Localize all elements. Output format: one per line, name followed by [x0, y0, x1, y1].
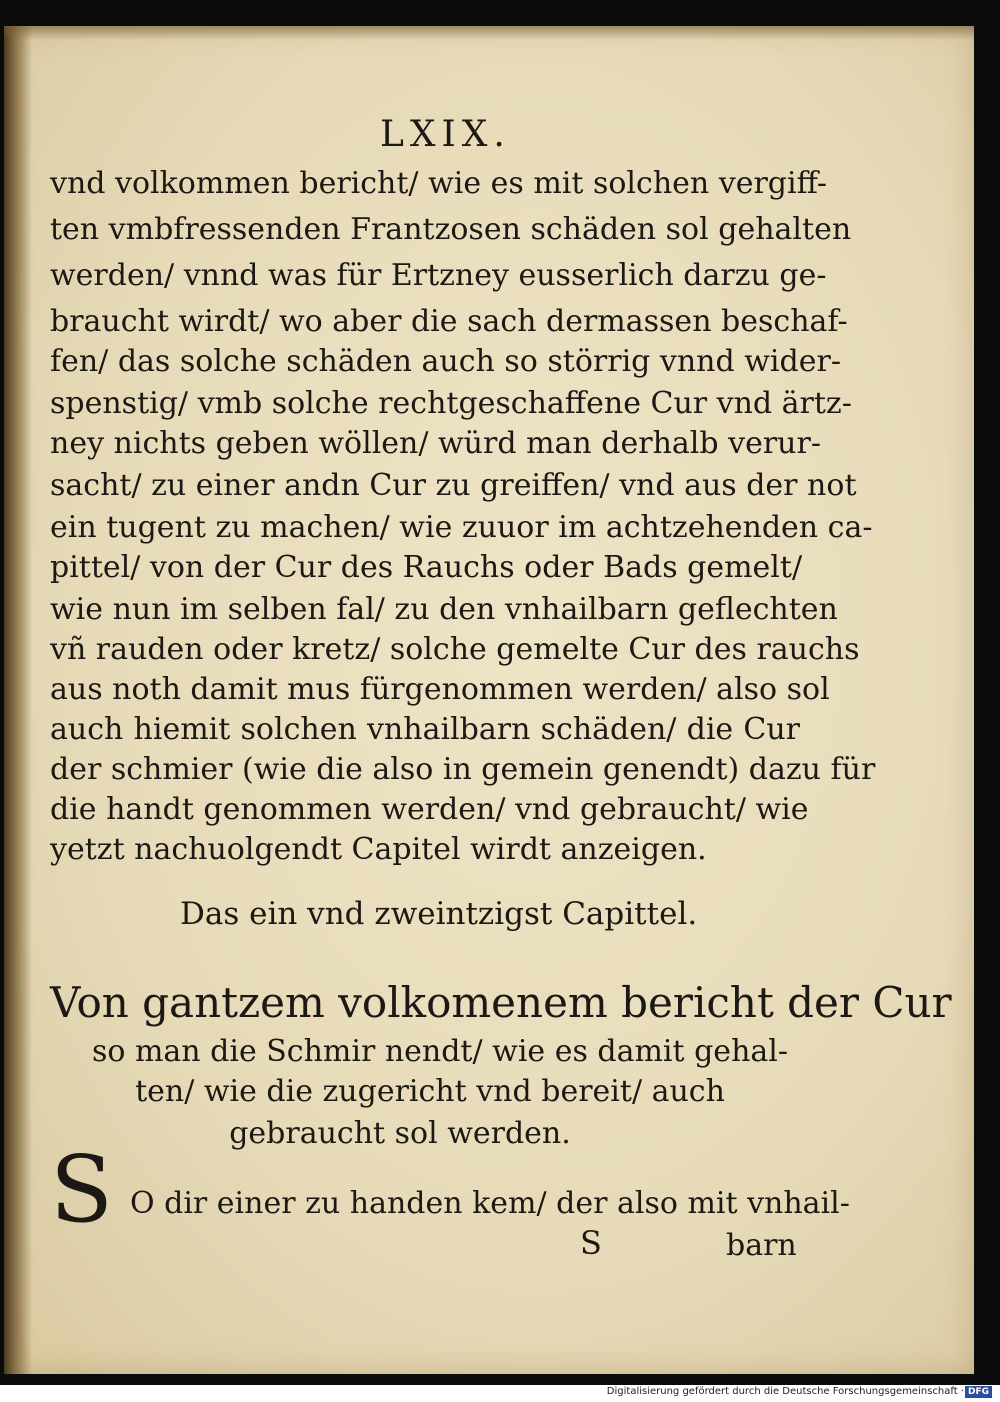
- body-line: auch hiemit solchen vnhailbarn schäden/ die Cur: [50, 712, 800, 747]
- book-page: [4, 26, 974, 1374]
- body-line: vnd volkommen bericht/ wie es mit solchen vergiff-: [50, 166, 827, 201]
- footer-credit: Digitalisierung gefördert durch die Deutsche Forschungsgemeinschaft ·: [606, 1386, 964, 1397]
- body-line: vñ rauden oder kretz/ solche gemelte Cur des rauchs: [50, 632, 860, 667]
- body-line: ten vmbfressenden Frantzosen schäden sol gehalten: [50, 212, 852, 247]
- body-first-line: O dir einer zu handen kem/ der also mit vnhail-: [130, 1186, 850, 1221]
- body-line: spenstig/ vmb solche rechtgeschaffene Cur vnd ärtz-: [50, 386, 852, 421]
- chapter-heading-line-2: so man die Schmir nendt/ wie es damit gehal-: [91, 1034, 789, 1069]
- catchword: barn: [726, 1228, 797, 1263]
- body-line: die handt genommen werden/ vnd gebraucht/ wie: [50, 792, 809, 827]
- body-line: ney nichts geben wöllen/ würd man derhalb verur-: [50, 426, 821, 461]
- signature-mark: S: [580, 1224, 602, 1262]
- body-line: fen/ das solche schäden auch so störrig vnnd wider-: [50, 344, 841, 379]
- body-line: braucht wirdt/ wo aber die sach dermassen beschaf-: [50, 304, 848, 339]
- dfg-logo: DFG: [965, 1386, 992, 1398]
- page-gutter-shadow: [4, 26, 32, 1374]
- chapter-heading-line-3: ten/ wie die zugericht vnd bereit/ auch: [135, 1074, 725, 1109]
- decorated-initial: S: [50, 1136, 114, 1243]
- body-line: aus noth damit mus fürgenommen werden/ also sol: [50, 672, 830, 707]
- chapter-heading-line-4: gebraucht sol werden.: [229, 1116, 571, 1151]
- chapter-title: Das ein vnd zweintzigst Capittel.: [180, 896, 698, 932]
- body-line: yetzt nachuolgendt Capitel wirdt anzeigen.: [50, 832, 707, 867]
- body-line: wie nun im selben fal/ zu den vnhailbarn geflechten: [50, 592, 838, 627]
- body-line: der schmier (wie die also in gemein genendt) dazu für: [50, 752, 876, 787]
- body-line: pittel/ von der Cur des Rauchs oder Bads gemelt/: [50, 550, 803, 585]
- body-line: sacht/ zu einer andn Cur zu greiffen/ vnd aus der not: [50, 468, 857, 503]
- page-top-stain: [4, 26, 974, 40]
- chapter-heading-line-1: Von gantzem volkomenem bericht der Cur: [50, 978, 952, 1027]
- body-line: werden/ vnnd was für Ertzney eusserlich darzu ge-: [50, 258, 827, 293]
- folio-number: LXIX.: [380, 114, 511, 155]
- body-line: ein tugent zu machen/ wie zuuor im achtzehenden ca-: [50, 510, 873, 545]
